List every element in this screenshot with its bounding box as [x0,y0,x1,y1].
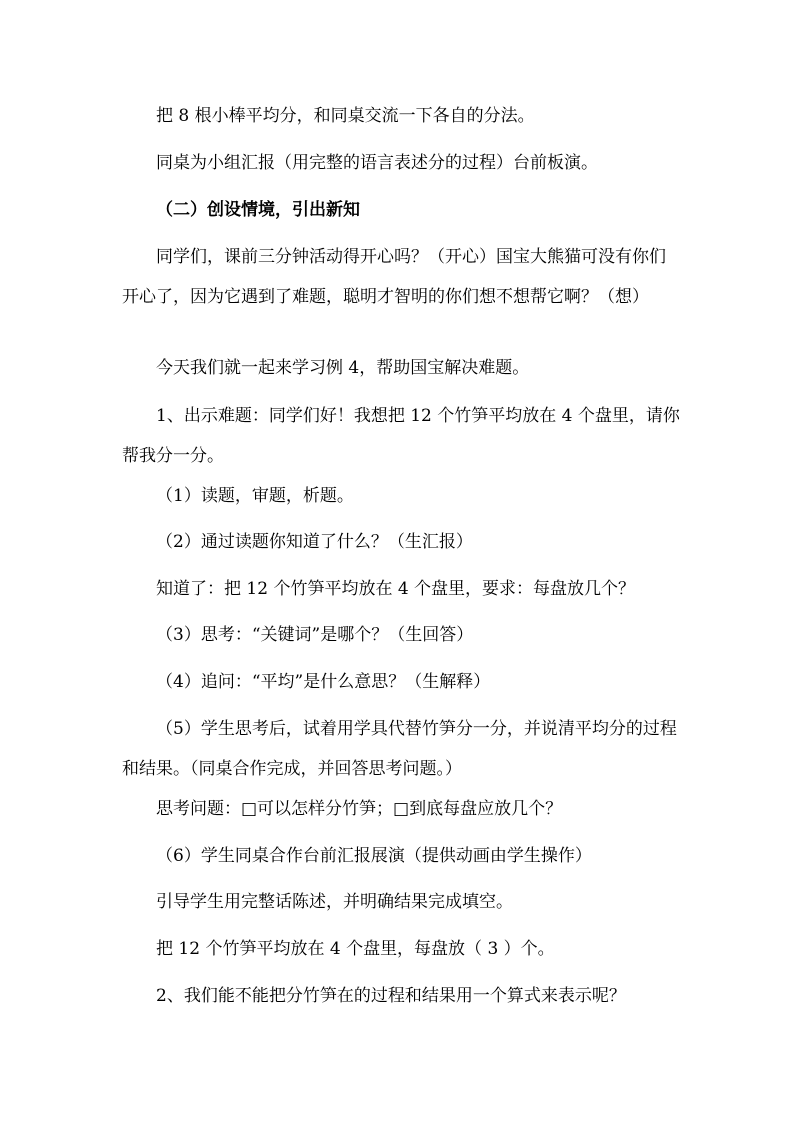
paragraph-think-questions: 思考问题：□可以怎样分竹笋；□到底每盘应放几个？ [156,799,563,819]
paragraph-step-1: （1）读题，审题，析题。 [156,486,354,506]
paragraph-problem-1: 1、出示难题：同学们好！我想把 12 个竹笋平均放在 4 个盘里，请你帮我分一分。 [122,406,680,466]
paragraph-divide-sticks: 把 8 根小棒平均分，和同桌交流一下各自的分法。 [156,106,535,126]
paragraph-step-3: （3）思考：“关键词”是哪个？（生回答） [156,625,474,645]
paragraph-step-2: （2）通过读题你知道了什么？（生汇报） [156,532,473,552]
paragraph-step-6: （6）学生同桌合作台前汇报展演（提供动画由学生操作） [156,846,592,866]
paragraph-fill-blank: 把 12 个竹笋平均放在 4 个盘里，每盘放（ 3 ）个。 [156,939,555,959]
paragraph-step-4: （4）追问：“平均”是什么意思？（生解释） [156,672,491,692]
section-heading-create-situation: （二）创设情境，引出新知 [156,200,360,220]
paragraph-example-4: 今天我们就一起来学习例 4，帮助国宝解决难题。 [156,358,530,378]
paragraph-problem-2: 2、我们能不能把分竹笋在的过程和结果用一个算式来表示呢？ [156,986,626,1006]
paragraph-step-5: （5）学生思考后，试着用学具代替竹笋分一分，并说清平均分的过程和结果。（同桌合作完成，并回答思考问题。） [122,719,677,779]
paragraph-panda-intro: 同学们，课前三分钟活动得开心吗？（开心）国宝大熊猫可没有你们开心了，因为它遇到了难题，聪明才智明的你们想不想帮它啊？（想） [122,247,666,307]
paragraph-deskmate-report: 同桌为小组汇报（用完整的语言表述分的过程）台前板演。 [156,153,598,173]
paragraph-known: 知道了：把 12 个竹笋平均放在 4 个盘里，要求：每盘放几个？ [156,579,636,599]
paragraph-guide-students: 引导学生用完整话陈述，并明确结果完成填空。 [156,892,513,912]
